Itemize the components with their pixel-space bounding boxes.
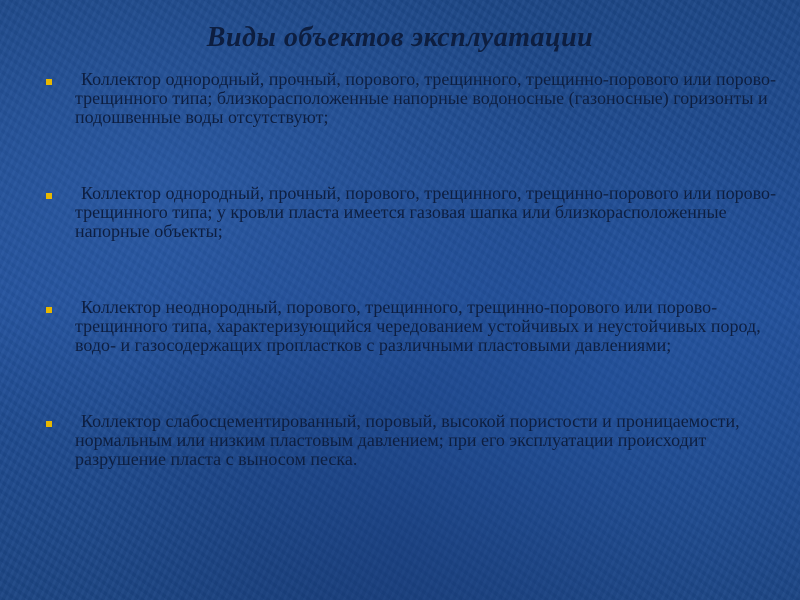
square-bullet-icon: [46, 79, 52, 85]
square-bullet-icon: [46, 193, 52, 199]
square-bullet-icon: [46, 307, 52, 313]
list-item-text: Коллектор однородный, прочный, порового, трещинного, трещинно-порового или порово-трещинного типа; у кровли пласта имеется газовая шапка или близкорасположенные напорные объекты;: [75, 183, 777, 241]
list-item-text: Коллектор слабосцементированный, поровый, высокой пористости и проницаемости, нормальным или низким пластовым давлением; при его эксплуатации происходит разрушение пласта с выносом песка.: [75, 411, 740, 469]
list-item: [40, 184, 780, 241]
list-item: [40, 70, 780, 127]
list-item: [40, 412, 780, 469]
slide-title: Виды объектов эксплуатации: [206, 22, 594, 53]
list-item-text: Коллектор однородный, прочный, порового, трещинного, трещинно-порового или порово-трещинного типа; близкорасположенные напорные водоносные (газоносные) горизонты и подошвенные воды отсутствуют;: [75, 69, 777, 127]
bullet-list: [40, 70, 780, 469]
list-item: [40, 298, 780, 355]
square-bullet-icon: [46, 421, 52, 427]
list-item-text: Коллектор неоднородный, порового, трещинного, трещинно-порового или порово-трещинного типа, характеризующийся чередованием устойчивых и неустойчивых пород, водо- и газосодержащих пропластков с различными пластовыми давлениями;: [75, 297, 761, 355]
